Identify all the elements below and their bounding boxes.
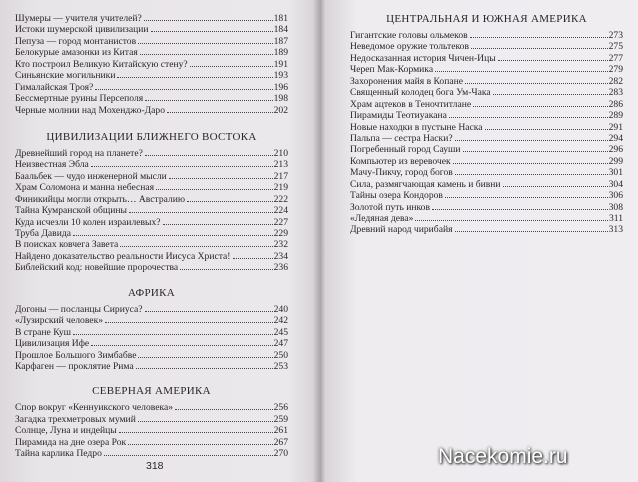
dot-leader <box>136 361 273 369</box>
entry-page: 259 <box>273 413 288 425</box>
toc-entry <box>15 327 288 338</box>
toc-entry <box>350 76 623 87</box>
toc-entry <box>15 70 288 81</box>
toc-entry <box>350 133 623 144</box>
entry-title: Недосказанная история Чичен-Ицы <box>350 52 496 64</box>
dot-leader <box>119 425 273 433</box>
dot-leader <box>167 105 273 113</box>
entry-title: Компьютер из веревочек <box>350 155 451 167</box>
entry-title: Найдено доказательство реальности Иисуса Христа! <box>15 250 231 262</box>
entry-page: 191 <box>273 58 288 70</box>
entry-title: Куда исчезли 10 колен израилевых? <box>15 216 161 228</box>
entry-page: 256 <box>273 402 288 414</box>
entry-page: 311 <box>608 213 623 224</box>
toc-entry <box>15 251 288 262</box>
entry-page: 294 <box>608 132 623 144</box>
entry-title: Мачу-Пикчу, город богов <box>350 167 453 179</box>
entry-title: Карфаген — проклятие Рима <box>15 360 134 372</box>
toc-entry <box>15 239 288 250</box>
entry-title: Пирамида на дне озера Рок <box>15 436 127 448</box>
entry-title: В стране Куш <box>15 326 72 338</box>
entry-title: Шумеры — учителя учителей? <box>15 13 142 24</box>
entry-page: 270 <box>273 448 288 460</box>
entry-page: 189 <box>273 47 288 59</box>
entry-page: 234 <box>273 250 288 262</box>
toc-entry <box>15 304 288 315</box>
toc-entry <box>15 59 288 70</box>
entry-page: 313 <box>608 224 623 236</box>
toc-entry <box>15 448 288 459</box>
entry-page: 193 <box>273 70 288 82</box>
dot-leader <box>138 414 273 422</box>
dot-leader <box>493 87 608 95</box>
dot-leader <box>415 213 607 221</box>
entry-title: Труба Давида <box>15 228 71 239</box>
section-heading: АФРИКА <box>127 286 176 299</box>
dot-leader <box>156 182 273 190</box>
toc-entry <box>15 148 288 159</box>
dot-leader <box>117 70 272 78</box>
toc-entry <box>15 194 288 205</box>
toc-entry <box>350 179 623 190</box>
entry-page: 279 <box>608 64 623 76</box>
entry-page: 299 <box>608 155 623 167</box>
dot-leader <box>471 41 608 49</box>
toc-entry <box>15 205 288 216</box>
entry-title: Древний народ чирибайя <box>350 224 453 236</box>
section-heading: ЦЕНТРАЛЬНАЯ И ЮЖНАЯ АМЕРИКА <box>386 13 587 25</box>
entry-page: 289 <box>608 110 623 122</box>
dot-leader <box>73 327 273 335</box>
entry-page: 184 <box>273 24 288 36</box>
dot-leader <box>104 448 273 456</box>
toc-entry <box>15 105 288 116</box>
dot-leader <box>463 144 608 152</box>
entry-page: 291 <box>608 121 623 133</box>
dot-leader <box>140 47 273 55</box>
entry-title: Истоки шумерской цивилизации <box>15 24 149 36</box>
entry-title: Пепуза — город монтанистов <box>15 35 137 47</box>
toc-entry <box>350 99 623 110</box>
toc-entry <box>350 224 623 235</box>
toc-entry <box>15 47 288 58</box>
entry-page: 253 <box>273 360 288 372</box>
entry-title: Новые находки в пустыне Наска <box>350 121 483 133</box>
entry-page: 236 <box>273 262 288 274</box>
dot-leader <box>163 217 273 225</box>
entry-title: Солнце, Луна и индейцы <box>15 425 117 437</box>
toc-entry <box>15 171 288 182</box>
entry-title: Неведомое оружие тольтеков <box>350 41 469 53</box>
dot-leader <box>145 304 273 312</box>
entry-title: «Ледяная дева» <box>350 213 414 224</box>
entry-page: 187 <box>273 35 288 47</box>
dot-leader <box>435 64 608 72</box>
toc-entry <box>15 82 288 93</box>
entry-title: Погребенный город Сауши <box>350 144 461 156</box>
toc-entry <box>15 36 288 47</box>
entry-page: 202 <box>273 104 288 116</box>
dot-leader <box>473 99 608 107</box>
toc-entry <box>15 315 288 326</box>
entry-title: «Лузирский человек» <box>15 315 104 327</box>
toc-entry <box>15 217 288 228</box>
entry-page: 275 <box>608 41 623 53</box>
toc-entry <box>15 350 288 361</box>
entry-page: 229 <box>273 228 288 239</box>
entry-title: Синьянские могильники <box>15 70 116 82</box>
toc-entry <box>350 53 623 64</box>
entry-title: Пирамиды Теотиуакана <box>350 110 447 122</box>
toc-entry <box>15 24 288 35</box>
entry-title: Храм ацтеков в Теночтитлане <box>350 98 472 110</box>
entry-title: Древнейший город на планете? <box>15 147 143 159</box>
entry-page: 296 <box>608 144 623 156</box>
entry-page: 250 <box>273 349 288 361</box>
dot-leader <box>138 350 272 358</box>
toc-entry <box>350 144 623 155</box>
entry-title: Захоронения майя в Копане <box>350 75 463 87</box>
dot-leader <box>175 402 273 410</box>
entry-title: Черные молнии над Мохенджо-Даро <box>15 104 165 116</box>
toc-entry <box>15 159 288 170</box>
dot-leader <box>445 190 608 198</box>
toc-entry <box>350 213 623 224</box>
entry-title: Пальпа — сестра Наски? <box>350 132 453 144</box>
entry-title: Гигантские головы ольмеков <box>350 30 468 41</box>
dot-leader <box>470 30 608 38</box>
toc-entry <box>15 93 288 104</box>
dot-leader <box>128 437 272 445</box>
dot-leader <box>503 179 608 187</box>
toc-entry <box>15 13 288 24</box>
section-heading: ЦИВИЛИЗАЦИИ БЛИЖНЕГО ВОСТОКА <box>46 130 257 143</box>
toc-entry <box>350 167 623 178</box>
dot-leader <box>432 202 608 210</box>
entry-title: Спор вокруг «Кеннуикского человека» <box>15 402 174 414</box>
entry-title: Финикийцы могли открыть… Австралию <box>15 193 186 205</box>
dot-leader <box>73 228 273 236</box>
entry-page: 181 <box>273 13 288 24</box>
dot-leader <box>129 205 273 213</box>
entry-title: В поисках ковчега Завета <box>15 239 119 251</box>
toc-entry <box>350 156 623 167</box>
toc-entry <box>15 182 288 193</box>
dot-leader <box>453 156 608 164</box>
entry-page: 283 <box>608 87 623 99</box>
dot-leader <box>145 148 273 156</box>
toc-entry <box>15 338 288 349</box>
toc-entry <box>350 190 623 201</box>
entry-page: 267 <box>273 436 288 448</box>
entry-page: 210 <box>273 147 288 159</box>
toc-entry <box>350 87 623 98</box>
watermark: Nacekomie.ru <box>438 445 568 468</box>
left-page-toc <box>15 13 288 460</box>
right-page-toc <box>350 12 623 236</box>
entry-title: Цивилизация Ифе <box>15 338 90 350</box>
section-heading: СЕВЕРНАЯ АМЕРИКА <box>92 385 211 398</box>
entry-title: Загадка трехметровых мумий <box>15 413 136 425</box>
entry-title: Догоны — посланцы Сириуса? <box>15 303 143 315</box>
dot-leader <box>449 110 608 118</box>
dot-leader <box>120 239 272 247</box>
entry-page: 286 <box>608 98 623 110</box>
entry-title: Неизвестная Эбла <box>15 159 89 171</box>
entry-page: 247 <box>273 338 288 350</box>
dot-leader <box>151 24 273 32</box>
toc-entry <box>350 122 623 133</box>
toc-entry <box>350 30 623 41</box>
toc-entry <box>15 361 288 372</box>
toc-entry <box>350 202 623 213</box>
dot-leader <box>180 262 272 270</box>
entry-page: 217 <box>273 170 288 182</box>
entry-page: 277 <box>608 52 623 64</box>
entry-page: 306 <box>608 190 623 202</box>
dot-leader <box>455 224 608 232</box>
dot-leader <box>187 194 273 202</box>
entry-title: Гималайская Троя? <box>15 81 94 93</box>
toc-entry <box>15 228 288 239</box>
toc-entry <box>15 262 288 273</box>
dot-leader <box>233 251 273 259</box>
toc-entry <box>15 437 288 448</box>
entry-page: 219 <box>273 182 288 194</box>
dot-leader <box>169 171 273 179</box>
entry-page: 198 <box>273 93 288 105</box>
entry-title: Бессмертные руины Персеполя <box>15 93 144 105</box>
entry-page: 308 <box>608 201 623 213</box>
dot-leader <box>145 93 272 101</box>
entry-page: 242 <box>273 315 288 327</box>
dot-leader <box>455 167 608 175</box>
entry-title: Прошлое Большого Зимбабве <box>15 349 137 361</box>
entry-page: 261 <box>273 425 288 437</box>
entry-page: 240 <box>273 303 288 315</box>
entry-title: Кто построил Великую Китайскую стену? <box>15 58 188 70</box>
toc-entry <box>350 110 623 121</box>
entry-page: 245 <box>273 326 288 338</box>
entry-page: 213 <box>273 159 288 171</box>
entry-page: 273 <box>608 30 623 41</box>
toc-entry <box>15 414 288 425</box>
entry-title: Тайна Кумранской общины <box>15 205 127 217</box>
dot-leader <box>91 338 272 346</box>
entry-title: Белокурые амазонки из Китая <box>15 47 138 59</box>
entry-title: Баальбек — чудо инженерной мысли <box>15 170 167 182</box>
dot-leader <box>455 133 608 141</box>
dot-leader <box>485 122 608 130</box>
entry-page: 304 <box>608 178 623 190</box>
dot-leader <box>144 13 273 21</box>
toc-entry <box>15 425 288 436</box>
entry-page: 222 <box>273 193 288 205</box>
dot-leader <box>105 315 273 323</box>
dot-leader <box>95 82 272 90</box>
entry-page: 227 <box>273 216 288 228</box>
entry-title: Сила, размягчающая камень и бивни <box>350 178 501 190</box>
dot-leader <box>190 59 273 67</box>
entry-title: Тайна карлика Педро <box>15 448 102 460</box>
entry-title: Священный колодец бога Ум-Чака <box>350 87 491 99</box>
toc-entry <box>15 402 288 413</box>
entry-page: 232 <box>273 239 288 251</box>
dot-leader <box>465 76 608 84</box>
entry-page: 301 <box>608 167 623 179</box>
entry-page: 224 <box>273 205 288 217</box>
dot-leader <box>498 53 608 61</box>
entry-title: Библейский код: новейшие пророчества <box>15 262 179 274</box>
entry-title: Золотой путь инков <box>350 201 430 213</box>
entry-title: Тайны озера Кондоров <box>350 190 443 202</box>
entry-page: 282 <box>608 75 623 87</box>
entry-title: Храм Соломона и манна небесная <box>15 182 155 194</box>
toc-entry <box>350 64 623 75</box>
entry-title: Череп Мак-Кормика <box>350 64 434 76</box>
dot-leader <box>138 36 272 44</box>
toc-entry <box>350 41 623 52</box>
dot-leader <box>91 159 273 167</box>
page-number: 318 <box>146 460 164 472</box>
entry-page: 196 <box>273 81 288 93</box>
